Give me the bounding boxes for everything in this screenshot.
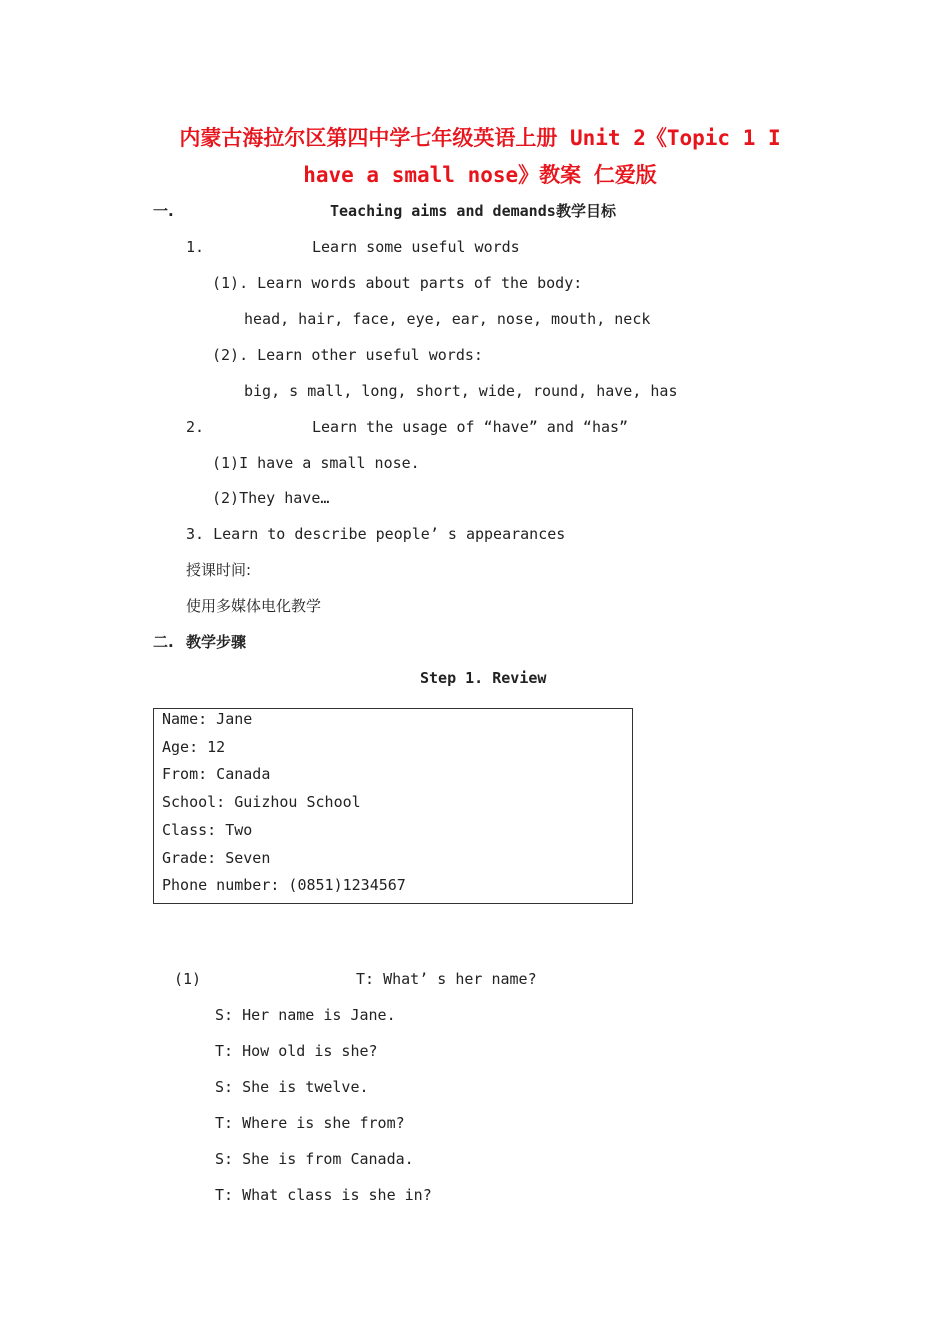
- item-1-text: Learn some useful words: [312, 238, 520, 256]
- item-1-sub-2-label: (2). Learn other useful words:: [212, 346, 483, 364]
- dialogue-line: S: She is from Canada.: [215, 1150, 414, 1168]
- multimedia-note: 使用多媒体电化教学: [186, 597, 322, 615]
- info-phone: Phone number: (0851)1234567: [162, 876, 406, 894]
- info-school: School: Guizhou School: [162, 793, 361, 811]
- item-2-example-2: (2)They have…: [212, 489, 330, 507]
- dialogue-label: (1): [174, 970, 202, 988]
- item-3-text: 3. Learn to describe people’ s appearances: [186, 525, 566, 543]
- item-1-sub-1-label: (1). Learn words about parts of the body:: [212, 274, 583, 292]
- section-1-heading-en: Teaching aims and demands: [330, 202, 556, 220]
- dialogue-line: T: What class is she in?: [215, 1186, 432, 1204]
- info-grade: Grade: Seven: [162, 849, 271, 867]
- info-age: Age: 12: [162, 738, 226, 756]
- item-2-number: 2.: [186, 418, 205, 436]
- dialogue-line: T: How old is she?: [215, 1042, 378, 1060]
- document-title-line-1: 内蒙古海拉尔区第四中学七年级英语上册 Unit 2《Topic 1 I: [179, 126, 781, 150]
- student-info-card: [153, 708, 633, 904]
- dialogue-line: T: What’ s her name?: [356, 970, 537, 988]
- document-title-line-2: have a small nose》教案 仁爱版: [303, 163, 657, 187]
- item-2-text: Learn the usage of “have” and “has”: [312, 418, 629, 436]
- item-1-sub-1-words: head, hair, face, eye, ear, nose, mouth, neck: [244, 310, 651, 328]
- step-1-title: Step 1. Review: [420, 669, 547, 687]
- info-from: From: Canada: [162, 765, 271, 783]
- info-class: Class: Two: [162, 821, 253, 839]
- section-1-heading-cn: 教学目标: [556, 202, 617, 220]
- section-2-heading: 教学步骤: [186, 633, 247, 651]
- info-name: Name: Jane: [162, 710, 253, 728]
- dialogue-line: T: Where is she from?: [215, 1114, 405, 1132]
- dialogue-line: S: She is twelve.: [215, 1078, 369, 1096]
- dialogue-line: S: Her name is Jane.: [215, 1006, 396, 1024]
- section-1-marker: 一.: [153, 202, 174, 220]
- class-time-label: 授课时间:: [186, 561, 252, 579]
- section-2-marker: 二.: [153, 633, 174, 651]
- item-2-example-1: (1)I have a small nose.: [212, 454, 420, 472]
- item-1-number: 1.: [186, 238, 205, 256]
- item-1-sub-2-words: big, s mall, long, short, wide, round, have, has: [244, 382, 678, 400]
